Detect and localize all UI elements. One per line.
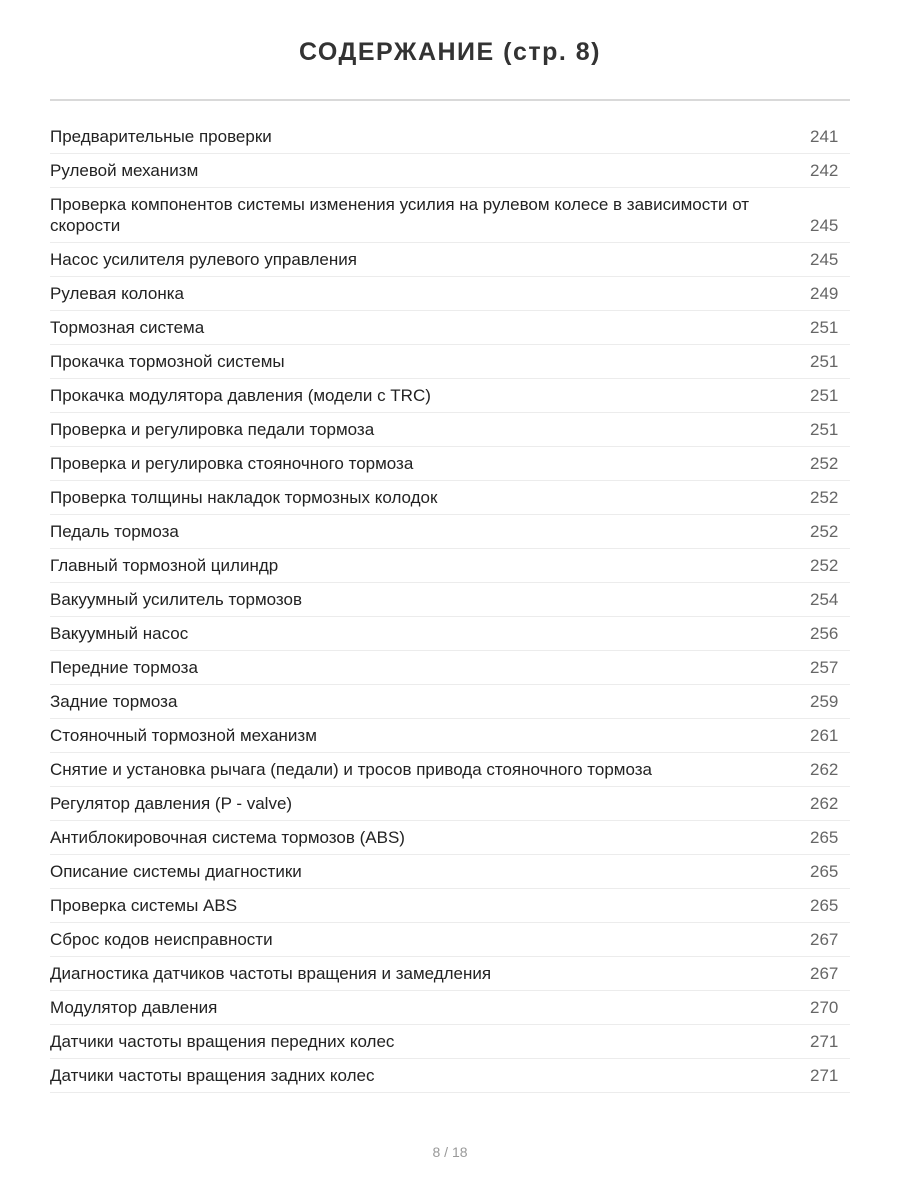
toc-entry-label: Описание системы диагностики <box>50 862 302 881</box>
toc-entry-page: 251 <box>810 386 839 405</box>
toc-entry-label: Предварительные проверки <box>50 127 272 146</box>
toc-entry-page: 252 <box>810 522 839 541</box>
toc-entry[interactable] <box>50 515 850 549</box>
toc-entry-page: 262 <box>810 794 839 813</box>
toc-entry-page: 251 <box>810 318 839 337</box>
toc-entry-label: Прокачка тормозной системы <box>50 352 285 371</box>
toc-entry-label: Педаль тормоза <box>50 522 179 541</box>
toc-entry-label: Насос усилителя рулевого управления <box>50 250 357 269</box>
toc-entry-label: Задние тормоза <box>50 692 178 711</box>
toc-entry[interactable] <box>50 583 850 617</box>
toc-entry-label: Главный тормозной цилиндр <box>50 556 279 575</box>
toc-entry[interactable] <box>50 685 850 719</box>
toc-entry-page: 252 <box>810 556 839 575</box>
toc-entry[interactable] <box>50 154 850 188</box>
toc-entry[interactable] <box>50 481 850 515</box>
toc-entry-page: 257 <box>810 658 839 677</box>
page-indicator: 8 / 18 <box>432 1144 468 1160</box>
toc-entry-label: Рулевая колонка <box>50 284 184 303</box>
toc-entry-label: Рулевой механизм <box>50 161 199 180</box>
toc-entry-page: 249 <box>810 284 839 303</box>
toc-entry-label: Вакуумный усилитель тормозов <box>50 590 302 609</box>
toc-entry[interactable] <box>50 617 850 651</box>
table-of-contents <box>50 120 850 1093</box>
toc-entry[interactable] <box>50 345 850 379</box>
toc-entry[interactable] <box>50 447 850 481</box>
toc-entry-label: Проверка компонентов системы изменения усилия на рулевом колесе в зависимости от скорости <box>50 195 750 235</box>
toc-entry[interactable] <box>50 651 850 685</box>
toc-entry-page: 265 <box>810 862 839 881</box>
toc-entry-page: 242 <box>810 161 839 180</box>
toc-entry-page: 245 <box>810 250 839 269</box>
toc-entry-label: Стояночный тормозной механизм <box>50 726 317 745</box>
toc-entry-page: 265 <box>810 896 839 915</box>
toc-entry-page: 254 <box>810 590 839 609</box>
toc-entry[interactable] <box>50 277 850 311</box>
toc-entry-page: 256 <box>810 624 839 643</box>
toc-entry[interactable] <box>50 549 850 583</box>
page-title: СОДЕРЖАНИЕ (стр. 8) <box>298 38 602 66</box>
toc-entry-page: 262 <box>810 760 839 779</box>
toc-entry[interactable] <box>50 243 850 277</box>
toc-entry-label: Сброс кодов неисправности <box>50 930 273 949</box>
toc-entry-label: Тормозная система <box>50 318 205 337</box>
toc-entry[interactable] <box>50 719 850 753</box>
toc-entry[interactable] <box>50 379 850 413</box>
toc-entry-label: Прокачка модулятора давления (модели с TRC) <box>50 386 431 405</box>
toc-entry-page: 251 <box>810 352 839 371</box>
toc-entry-label: Датчики частоты вращения задних колес <box>50 1066 375 1085</box>
toc-entry-page: 267 <box>810 930 839 949</box>
toc-entry-page: 241 <box>810 127 839 146</box>
toc-entry-page: 270 <box>810 998 839 1017</box>
toc-entry-label: Проверка и регулировка педали тормоза <box>50 420 375 439</box>
toc-entry-label: Датчики частоты вращения передних колес <box>50 1032 395 1051</box>
toc-entry-page: 271 <box>810 1066 839 1085</box>
toc-entry-page: 252 <box>810 454 839 473</box>
toc-entry-page: 259 <box>810 692 839 711</box>
title-divider <box>50 99 850 101</box>
toc-entry-page: 265 <box>810 828 839 847</box>
toc-entry[interactable] <box>50 188 850 243</box>
toc-entry[interactable] <box>50 120 850 154</box>
toc-entry-label: Передние тормоза <box>50 658 198 677</box>
toc-entry-page: 267 <box>810 964 839 983</box>
toc-entry-label: Диагностика датчиков частоты вращения и замедления <box>50 964 492 983</box>
toc-entry-label: Антиблокировочная система тормозов (ABS) <box>50 828 405 847</box>
toc-entry[interactable] <box>50 1059 850 1093</box>
toc-entry[interactable] <box>50 753 850 787</box>
toc-entry-label: Модулятор давления <box>50 998 218 1017</box>
toc-entry-label: Вакуумный насос <box>50 624 189 643</box>
toc-entry-label: Снятие и установка рычага (педали) и тросов привода стояночного тормоза <box>50 760 653 779</box>
toc-entry-page: 271 <box>810 1032 839 1051</box>
toc-entry-page: 252 <box>810 488 839 507</box>
toc-entry-label: Регулятор давления (P - valve) <box>50 794 293 813</box>
toc-entry-label: Проверка системы ABS <box>50 896 238 915</box>
toc-entry[interactable] <box>50 923 850 957</box>
toc-entry[interactable] <box>50 311 850 345</box>
toc-entry[interactable] <box>50 957 850 991</box>
toc-entry[interactable] <box>50 889 850 923</box>
toc-entry-page: 245 <box>810 216 839 235</box>
toc-entry[interactable] <box>50 821 850 855</box>
toc-entry-label: Проверка и регулировка стояночного тормоза <box>50 454 414 473</box>
toc-entry[interactable] <box>50 991 850 1025</box>
toc-entry[interactable] <box>50 787 850 821</box>
toc-entry[interactable] <box>50 1025 850 1059</box>
toc-entry-page: 261 <box>810 726 839 745</box>
toc-entry[interactable] <box>50 855 850 889</box>
toc-entry-label: Проверка толщины накладок тормозных колодок <box>50 488 438 507</box>
toc-entry[interactable] <box>50 413 850 447</box>
toc-entry-page: 251 <box>810 420 839 439</box>
